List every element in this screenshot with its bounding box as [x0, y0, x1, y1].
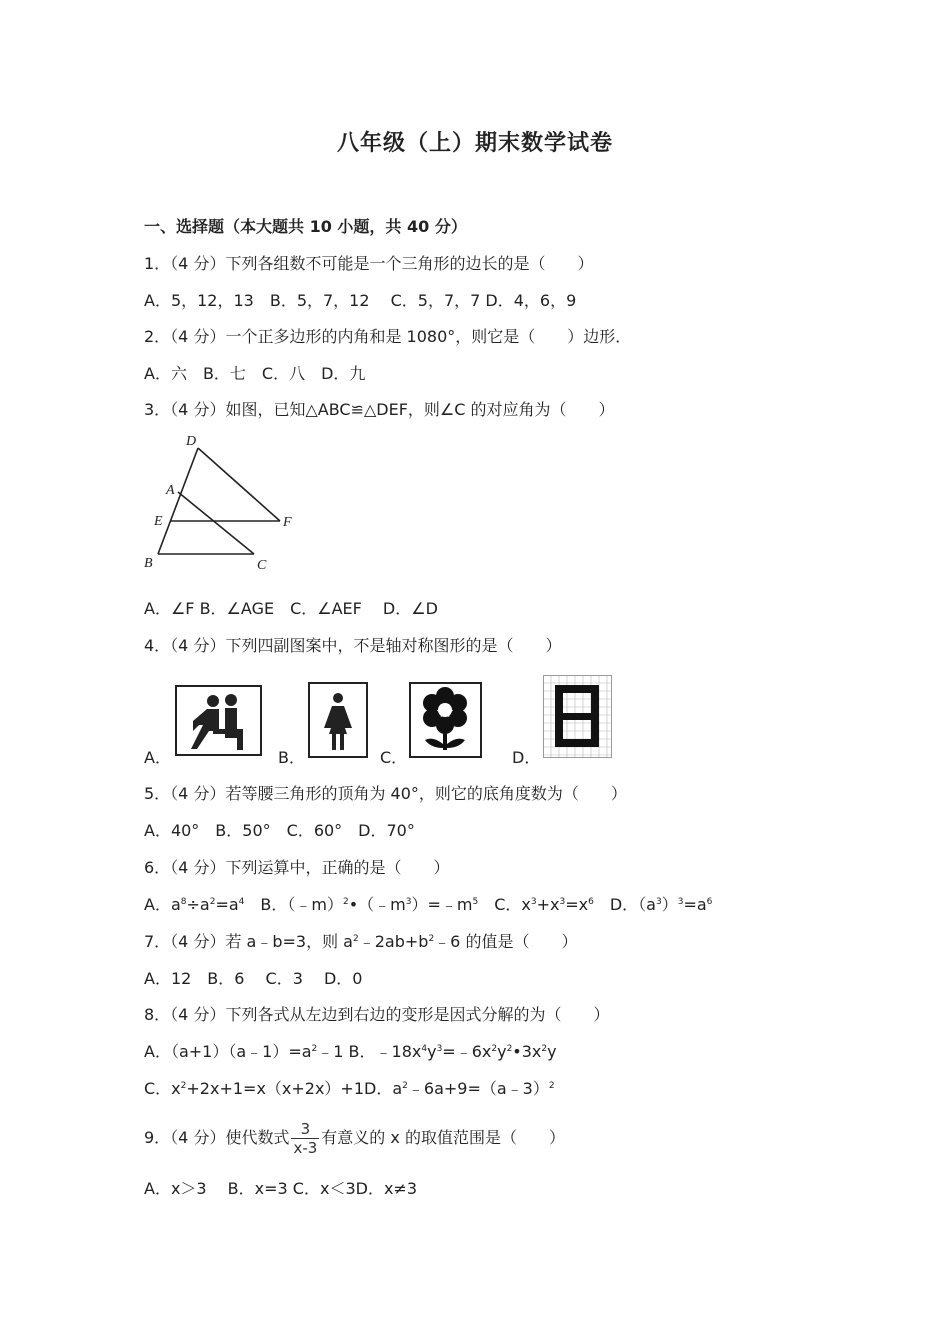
label-e: E	[154, 514, 163, 529]
line-ac	[178, 492, 254, 554]
fraction: $\frac{3}{x-3}$	[293, 1120, 318, 1157]
section-heading: 一、选择题（本大题共 10 小题，共 40 分）	[144, 217, 467, 236]
label-a: A	[166, 483, 175, 498]
line-db	[158, 448, 198, 554]
question-1-stem: 1．（4 分）下列各组数不可能是一个三角形的边长的是（ ）	[144, 254, 594, 273]
line-df	[198, 448, 280, 521]
flower-image	[409, 682, 482, 758]
option-d-label: D．	[512, 748, 541, 767]
seated-people-image	[175, 685, 262, 756]
question-5-options: A．40° B．50° C．60° D．70°	[144, 821, 415, 840]
question-1-options: A．5，12，13 B．5，7，12 C．5，7，7 D．4，6，9	[144, 291, 577, 310]
option-c-label: C．	[380, 748, 408, 767]
question-2-options: A．六 B．七 C．八 D．九	[144, 364, 366, 383]
grid-pattern-image	[543, 675, 612, 758]
option-b-label: B．	[278, 748, 305, 767]
question-3-stem: 3．（4 分）如图，已知△ABC≌△DEF，则∠C 的对应角为（ ）	[144, 400, 615, 419]
question-8-options-ab: A．$(a+1)(a﹣1)=a^2﹣1$ B．$﹣18x^4y^3=﹣6x^2y^2•3x^2y$	[144, 1042, 557, 1061]
question-6-stem: 6．（4 分）下列运算中，正确的是（ ）	[144, 858, 450, 877]
label-c: C	[257, 558, 267, 573]
question-3-options: A．∠F B．∠AGE C．∠AEF D．∠D	[144, 599, 438, 618]
question-2-stem: 2．（4 分）一个正多边形的内角和是 1080°，则它是（ ）边形．	[144, 327, 632, 346]
question-8-options-cd: C．$x^2+2x+1=x(x+2x)+1D$．$a^2﹣6a+9=(a﹣3)^2$	[144, 1079, 555, 1098]
label-f: F	[283, 515, 292, 530]
question-5-stem: 5．（4 分）若等腰三角形的顶角为 40°，则它的底角度数为（ ）	[144, 784, 627, 803]
page-title: 八年级（上）期末数学试卷	[336, 131, 613, 156]
question-8-stem: 8．（4 分）下列各式从左边到右边的变形是因式分解的为（ ）	[144, 1005, 610, 1024]
triangle-figure	[140, 430, 310, 575]
question-6-options: A．$a^8\div a^2=a^4$ B．$(﹣m)^2•(﹣m^3)=﹣m^5$ C．$x^3+x^3=x^6$ D．$(a^3)^3=a^6$	[144, 895, 713, 914]
question-9-stem: 9．（4 分）使代数式 $\frac{3}{x-3}$ 有意义的 x 的取值范围是（ ）	[144, 1120, 565, 1157]
label-d: D	[186, 434, 197, 449]
question-7-stem: 7．（4 分）若 a﹣b=3，则 $a^2﹣2ab+b^2﹣6$ 的值是（ ）	[144, 932, 578, 951]
question-4-stem: 4．（4 分）下列四副图案中，不是轴对称图形的是（ ）	[144, 636, 562, 655]
option-a-label: A．	[144, 748, 171, 767]
label-b: B	[144, 556, 153, 571]
question-9-options: A．x＞3 B．x=3 C．x＜3D．x≠3	[144, 1179, 417, 1198]
question-7-options: A．12 B．6 C．3 D．0	[144, 969, 363, 988]
woman-sign-image	[308, 682, 368, 758]
